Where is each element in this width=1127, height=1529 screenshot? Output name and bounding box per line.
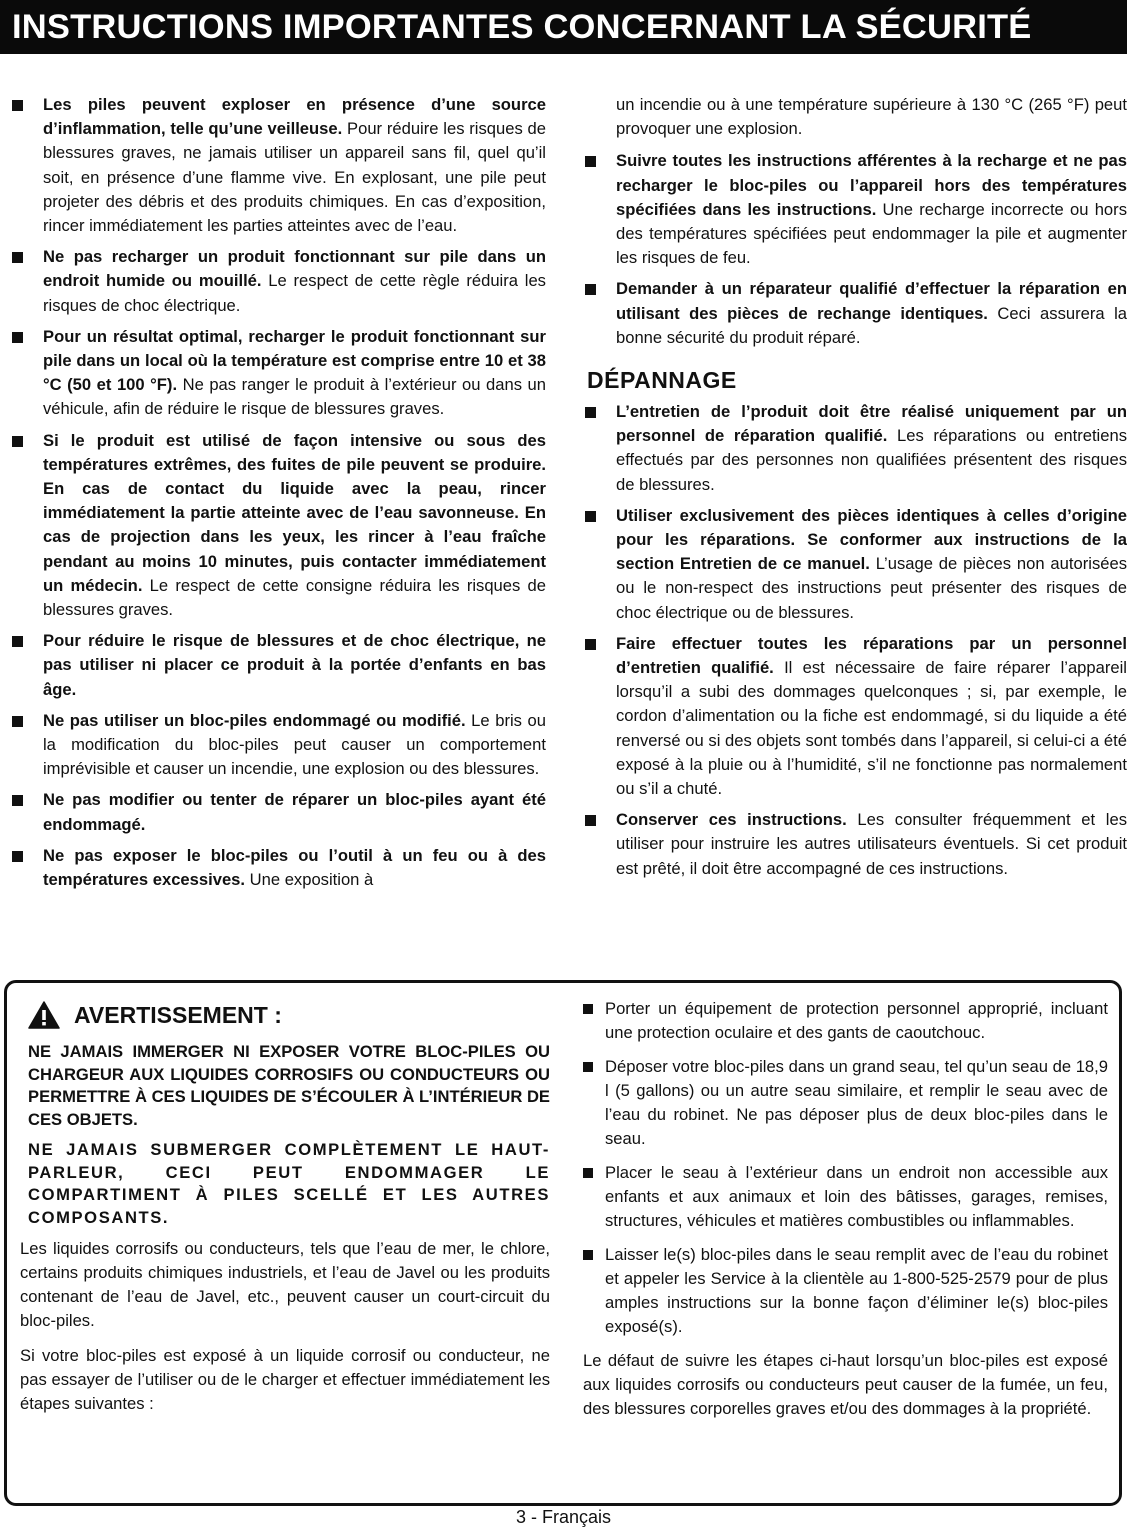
- square-bullet-icon: [585, 639, 596, 650]
- square-bullet-icon: [585, 156, 596, 167]
- item-text: Le bris ou la modification du bloc-piles peut causer un comportement imprévisible et causer un incendie, une explosion ou des blessures.: [43, 710, 546, 779]
- square-bullet-icon: [12, 795, 23, 806]
- item-text: Le respect de cette règle réduira les risques de choc électrique.: [43, 271, 546, 315]
- square-bullet-icon: [585, 815, 596, 826]
- item-bold-text: Suivre toutes les instructions afférentes à la recharge et ne pas recharger le bloc-piles ou l’appareil hors des températures spécifiées dans les instructions.: [616, 151, 1127, 219]
- square-bullet-icon: [585, 511, 596, 522]
- item-bold-text: Ne pas modifier ou tenter de réparer un bloc-piles ayant été endommagé.: [43, 790, 546, 834]
- item-bold-text: L’entretien de l’produit doit être réalisé uniquement par un personnel de réparation qualifié.: [616, 402, 1127, 446]
- square-bullet-icon: [583, 1004, 593, 1014]
- warning-left-column: [20, 1001, 550, 1427]
- item-text: Une recharge incorrecte ou hors des températures spécifiées peut endommager la pile et augmenter les risques de feu.: [616, 199, 1127, 268]
- square-bullet-icon: [12, 252, 23, 263]
- left-column: [12, 93, 546, 899]
- step-text: Porter un équipement de protection personnel approprié, incluant une protection oculaire et des gants de caoutchouc.: [605, 999, 1108, 1042]
- square-bullet-icon: [12, 636, 23, 647]
- service-item: [585, 632, 1127, 801]
- section-title: DÉPANNAGE: [587, 367, 737, 394]
- item-text: Ceci assurera la bonne sécurité du produit réparé.: [616, 303, 1127, 347]
- safety-item: [12, 429, 546, 623]
- step-text: Placer le seau à l’extérieur dans un endroit non accessible aux enfants et aux animaux et loin des bâtisses, garages, remises, structures, véhicules et matières combustibles ou inflammables.: [605, 1163, 1108, 1230]
- item-bold-text: Les piles peuvent exploser en présence d’une source d’inflammation, telle qu’une veilleuse.: [43, 95, 546, 139]
- item-text: Le respect de cette consigne réduira les risques de blessures graves.: [43, 575, 546, 620]
- item-text: L’usage de pièces non autorisées ou le non-respect des instructions peut présenter des risques de choc électrique ou de blessures.: [616, 554, 1127, 622]
- item-text: Les réparations ou entretiens effectués par des personnes non qualifiées présentent des risques de blessures.: [616, 426, 1127, 494]
- service-item: [585, 504, 1127, 625]
- item-bold-text: Conserver ces instructions.: [616, 810, 847, 830]
- item-text: Les consulter fréquemment et les utiliser pour instruire les autres utilisateurs éventuels. Si cet produit est prêté, il doit être accompagné de ces instructions.: [616, 810, 1127, 878]
- warning-paragraph: Si votre bloc-piles est exposé à un liquide corrosif ou conducteur, ne pas essayer de l’utiliser ou de le charger et effectuer immédiatement les étapes suivantes :: [20, 1346, 550, 1413]
- page-title: INSTRUCTIONS IMPORTANTES CONCERNANT LA SÉCURITÉ: [12, 8, 1032, 46]
- item-bold-text: Ne pas recharger un produit fonctionnant sur pile dans un endroit humide ou mouillé.: [43, 247, 546, 291]
- safety-item: [585, 149, 1127, 270]
- warning-step: [583, 997, 1108, 1045]
- warning-step: [583, 1243, 1108, 1339]
- item-bold-text: Utiliser exclusivement des pièces identiques à celles d’origine pour les réparations. Se conformer aux instructions de la section Entretien de ce manuel.: [616, 505, 1127, 574]
- item-text: Une exposition à: [245, 870, 374, 890]
- step-text: Déposer votre bloc-piles dans un grand seau, tel qu’un seau de 18,9 l (5 gallons) ou un autre seau similaire, et remplir le seau avec de l’eau du robinet. Ne pas déposer plus de deux bloc-piles dans le seau.: [605, 1057, 1108, 1148]
- item-bold-text: Ne pas utiliser un bloc-piles endommagé ou modifié.: [43, 710, 466, 730]
- title-bar: [0, 0, 1127, 54]
- safety-item: [12, 788, 546, 836]
- service-item: [585, 808, 1127, 881]
- step-text: Laisser le(s) bloc-piles dans le seau remplit avec de l’eau du robinet et appeler les Service à la clientèle au 1-800-525-2579 pour de plus amples instructions sur la bonne façon d’éliminer le(s) bloc-piles exposé(s).: [605, 1245, 1108, 1336]
- page-number: 3 - Français: [515, 1507, 612, 1527]
- warning-triangle-icon: [28, 1001, 60, 1029]
- safety-item: [12, 844, 546, 892]
- safety-item: [12, 93, 546, 238]
- item-text: Pour réduire les risques de blessures graves, ne jamais utiliser un appareil sans fil, quel qu’il soit, en présence d’une flamme vive. En explosant, une pile peut projeter des débris et des produits chimiques. En cas d’exposition, rincer immédiatement les parties atteintes avec de l’eau.: [43, 119, 546, 236]
- safety-item: [12, 629, 546, 702]
- warning-header: [20, 1001, 550, 1029]
- square-bullet-icon: [12, 716, 23, 727]
- item-bold-text: Faire effectuer toutes les réparations par un personnel d’entretien qualifié.: [616, 633, 1127, 678]
- warning-box: [4, 980, 1122, 1506]
- item-text: Il est nécessaire de faire réparer l’appareil lorsqu’il a subi des dommages quelconques ; si, par exemple, le cordon d’alimentation ou la fiche est endommagé, si du liquide a été renversé ou si des objets sont tombés dans l’appareil, si celui-ci a été exposé à la pluie ou à l’humidité, s’il ne fonctionne pas normalement ou s’il a chuté.: [616, 658, 1127, 799]
- warning-step: [583, 1055, 1108, 1151]
- square-bullet-icon: [583, 1062, 593, 1072]
- square-bullet-icon: [12, 436, 23, 447]
- item-bold-text: Demander à un réparateur qualifié d’effectuer la réparation en utilisant des pièces de rechange identiques.: [616, 279, 1127, 323]
- safety-item: [585, 277, 1127, 350]
- item-bold-text: Ne pas exposer le bloc-piles ou l’outil à un feu ou à des températures excessives.: [43, 845, 546, 890]
- warning-paragraph: Les liquides corrosifs ou conducteurs, tels que l’eau de mer, le chlore, certains produits chimiques industriels, et l’eau de Javel ou les produits contenant de l’eau de Javel, etc., peuvent causer un court-circuit du bloc-piles.: [20, 1239, 550, 1330]
- warning-caps-2: NE JAMAIS SUBMERGER COMPLÈTEMENT LE HAUT-PARLEUR, CECI PEUT ENDOMMAGER LE COMPARTIMENT À PILES SCELLÉ ET LES AUTRES COMPOSANTS.: [28, 1140, 550, 1227]
- warning-step: [583, 1161, 1108, 1233]
- item-text: Ne pas ranger le produit à l’extérieur ou dans un véhicule, afin de réduire le risque de blessures graves.: [43, 375, 546, 419]
- square-bullet-icon: [12, 851, 23, 862]
- warning-title: AVERTISSEMENT :: [74, 1002, 282, 1028]
- right-column: [585, 93, 1127, 888]
- square-bullet-icon: [583, 1250, 593, 1260]
- item-bold-text: Pour un résultat optimal, recharger le produit fonctionnant sur pile dans un local où la température est comprise entre 10 et 38 °C (50 et 100 °F).: [43, 326, 546, 395]
- square-bullet-icon: [583, 1168, 593, 1178]
- safety-item: [12, 325, 546, 422]
- safety-item: [12, 245, 546, 318]
- square-bullet-icon: [585, 284, 596, 295]
- item-bold-text: Si le produit est utilisé de façon intensive ou sous des températures extrêmes, des fuites de pile peuvent se produire. En cas de contact du liquide avec la peau, rincer immédiatement la partie atteinte avec de l’eau savonneuse. En cas de projection dans les yeux, les rincer à l’eau fraîche pendant au moins 10 minutes, puis contacter immédiatement un médecin.: [43, 430, 546, 595]
- square-bullet-icon: [12, 332, 23, 343]
- item-bold-text: Pour réduire le risque de blessures et de choc électrique, ne pas utiliser ni placer ce produit à la portée d’enfants en bas âge.: [43, 631, 546, 699]
- warning-caps-1: NE JAMAIS IMMERGER NI EXPOSER VOTRE BLOC-PILES OU CHARGEUR AUX LIQUIDES CORROSIFS OU CONDUCTEURS OU PERMETTRE À CES LIQUIDES DE S’ÉCOULER À L’INTÉRIEUR DE CES OBJETS.: [28, 1042, 550, 1129]
- square-bullet-icon: [12, 100, 23, 111]
- square-bullet-icon: [585, 407, 596, 418]
- service-item: [585, 400, 1127, 497]
- warning-closing: Le défaut de suivre les étapes ci-haut lorsqu’un bloc-piles est exposé aux liquides corrosifs ou conducteurs peut causer de la fumée, un feu, des blessures corporelles graves et/ou des dommages à la propriété.: [583, 1351, 1108, 1418]
- safety-item: [12, 709, 546, 782]
- warning-right-column: [583, 997, 1108, 1432]
- item-continuation: un incendie ou à une température supérieure à 130 °C (265 °F) peut provoquer une explosion.: [616, 95, 1127, 139]
